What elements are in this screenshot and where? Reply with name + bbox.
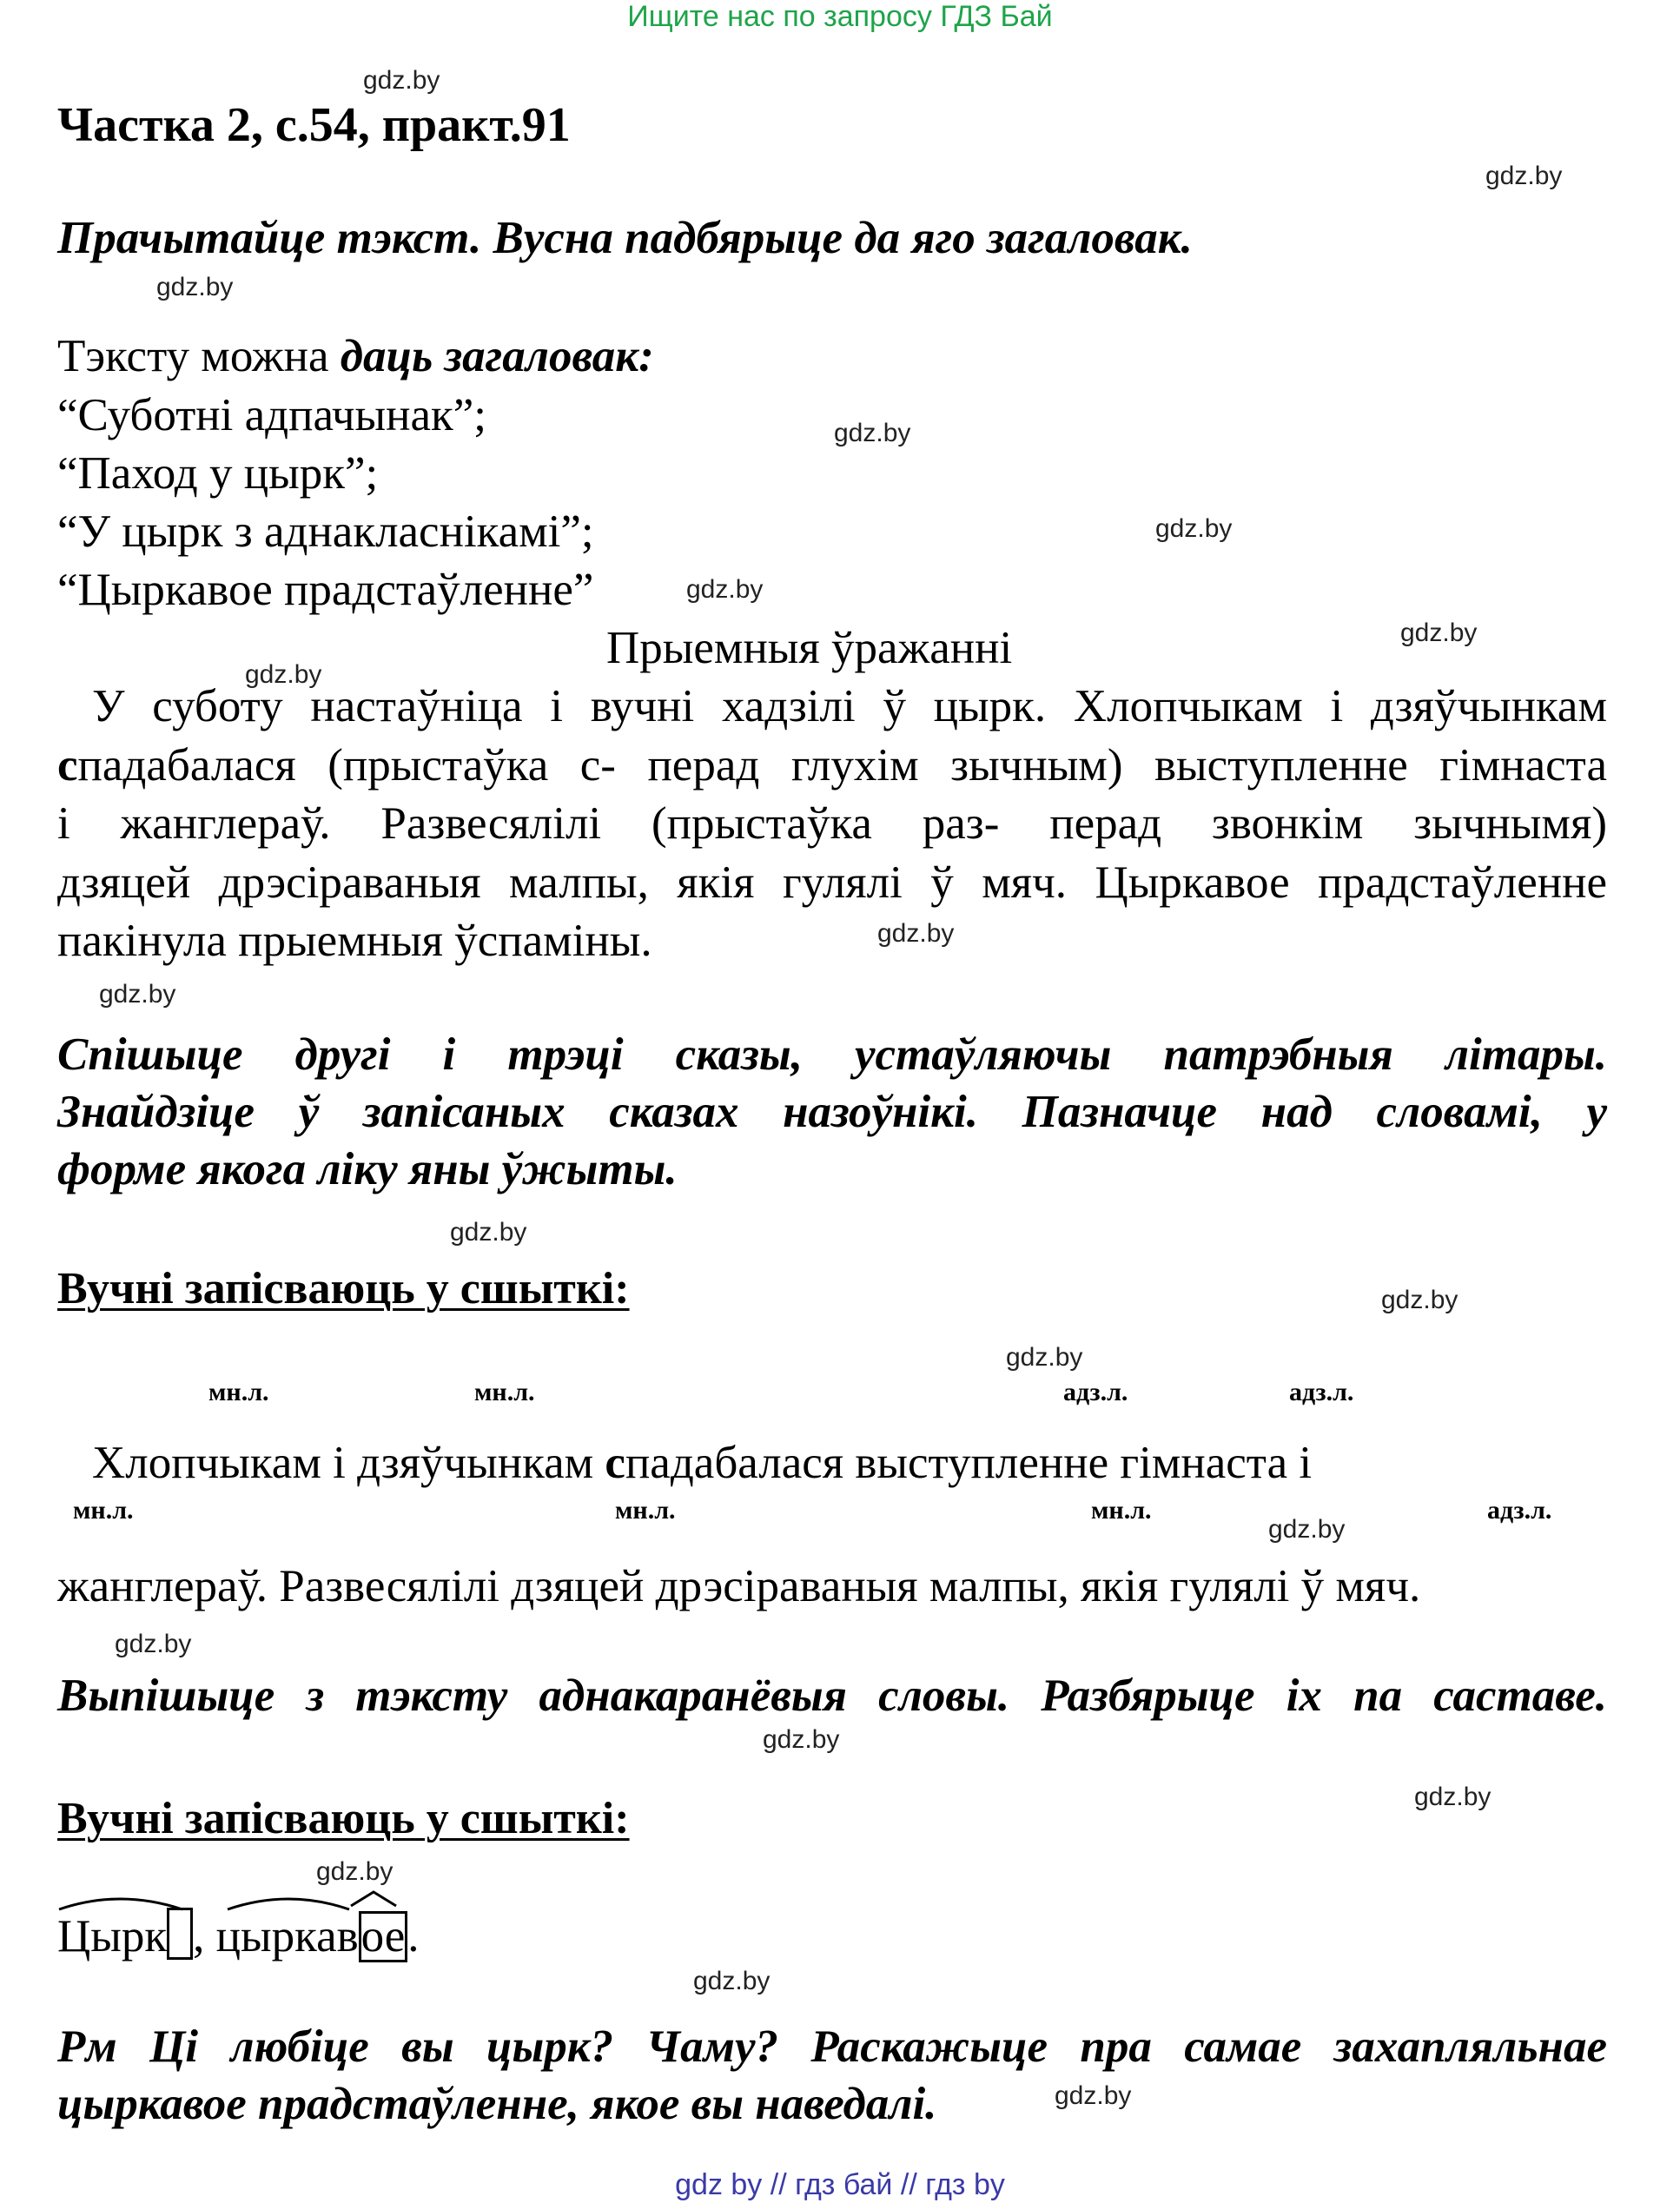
watermark: gdz.by (686, 575, 764, 604)
period: . (407, 1911, 420, 1962)
story-title: Прыемныя ўражанні (606, 623, 1013, 673)
number-label: мн.л. (208, 1378, 269, 1406)
sentence-bold-letter: с (605, 1438, 625, 1488)
story-line: У суботу настаўніца і вучні хадзілі ў цырк. Хлопчыкам і дзяўчынкам (92, 681, 1607, 731)
task-4-line: цыркавое прадстаўленне, якое вы наведалі. (57, 2079, 937, 2129)
notebook-sentence: жанглераў. Развесялілі дзяцей дрэсіраваныя малпы, якія гулялі ў мяч. (57, 1561, 1421, 1611)
task-2-line: Знайдзіце ў запісаных сказах назоўнікі. Пазначце над словамі, у (57, 1087, 1607, 1137)
task-2-line: Спішыце другі і трэці сказы, устаўляючы патрэбныя літары. (57, 1029, 1607, 1080)
watermark: gdz.by (1006, 1343, 1083, 1372)
task-3: Выпішыце з тэксту аднакаранёвыя словы. Разбярыце іх па саставе. (57, 1670, 1607, 1721)
task-4-line: Рм Ці любіце вы цырк? Чаму? Раскажыце пра самае захапляльнае (57, 2021, 1607, 2072)
watermark: gdz.by (1155, 514, 1233, 543)
watermark: gdz.by (834, 419, 911, 447)
watermark: gdz.by (450, 1218, 527, 1247)
zero-ending-box (167, 1908, 193, 1960)
story-line: і жанглераў. Развесялілі (прыстаўка раз- перад звонкім зычнымя) (57, 798, 1607, 849)
title-option: “Паход у цырк”; (57, 448, 379, 499)
notebook-sentence (92, 1437, 1312, 1489)
number-label: мн.л. (73, 1496, 134, 1525)
watermark: gdz.by (115, 1630, 192, 1658)
word-suffix: ав (316, 1911, 359, 1962)
footer: gdz by // гдз бай // гдз by (675, 2168, 1005, 2201)
number-label: адз.л. (1289, 1378, 1354, 1406)
watermark: gdz.by (363, 66, 440, 95)
story-line: дзяцей дрэсіраваныя малпы, якія гулялі ў мяч. Цыркавое прадстаўленне (57, 857, 1607, 908)
watermark: gdz.by (156, 273, 234, 301)
sentence-part: Хлопчыкам і дзяўчынкам (92, 1438, 605, 1488)
morpheme-analysis (57, 1908, 420, 1962)
titles-intro (57, 330, 654, 382)
notebook-header: Вучні запісваюць у сшыткі: (57, 1264, 630, 1313)
titles-intro-plain: Тэксту можна (57, 331, 341, 381)
watermark: gdz.by (1055, 2081, 1132, 2110)
number-label: адз.л. (1487, 1496, 1552, 1525)
title-option: “Цыркавое прадстаўленне” (57, 565, 594, 615)
page-title: Частка 2, с.54, практ.91 (57, 98, 571, 152)
watermark: gdz.by (1485, 162, 1563, 190)
watermark: gdz.by (763, 1725, 840, 1754)
watermark: gdz.by (1400, 619, 1478, 647)
number-label: мн.л. (615, 1496, 676, 1525)
watermark: gdz.by (1268, 1515, 1346, 1544)
watermark: gdz.by (1414, 1783, 1491, 1811)
number-label: мн.л. (1091, 1496, 1152, 1525)
watermark: gdz.by (877, 919, 955, 948)
suffix-mark (351, 1892, 396, 1906)
top-note: Ищите нас по запросу ГДЗ Бай (627, 0, 1053, 33)
watermark: gdz.by (316, 1857, 394, 1886)
ending-box: ое (359, 1911, 408, 1962)
story-line-bold-letter: с (57, 740, 78, 791)
watermark: gdz.by (245, 660, 322, 689)
story-line-rest: падабалася (прыстаўка с- перад глухім зычным) выступленне гімнаста (77, 740, 1607, 791)
watermark: gdz.by (99, 980, 176, 1009)
title-option: “Суботні адпачынак”; (57, 390, 487, 440)
number-label: мн.л. (474, 1378, 535, 1406)
number-label: адз.л. (1063, 1378, 1128, 1406)
task-1: Прачытайце тэкст. Вусна падбярыце да яго загаловак. (57, 213, 1193, 263)
task-2-line: форме якога ліку яны ўжыты. (57, 1144, 678, 1194)
titles-intro-bold: даць загаловак: (340, 331, 654, 381)
separator: , (193, 1911, 216, 1962)
watermark: gdz.by (693, 1967, 771, 1995)
notebook-header: Вучні запісваюць у сшыткі: (57, 1794, 630, 1843)
story-line: пакінула прыемныя ўспаміны. (57, 916, 652, 966)
word-root: Цырк (57, 1911, 168, 1962)
word-root: цырк (215, 1911, 317, 1962)
story-line (57, 739, 1607, 791)
title-option: “У цырк з аднакласнікамі”; (57, 506, 594, 557)
watermark: gdz.by (1381, 1286, 1458, 1314)
sentence-part: падабалася выступленне гімнаста і (625, 1438, 1313, 1488)
